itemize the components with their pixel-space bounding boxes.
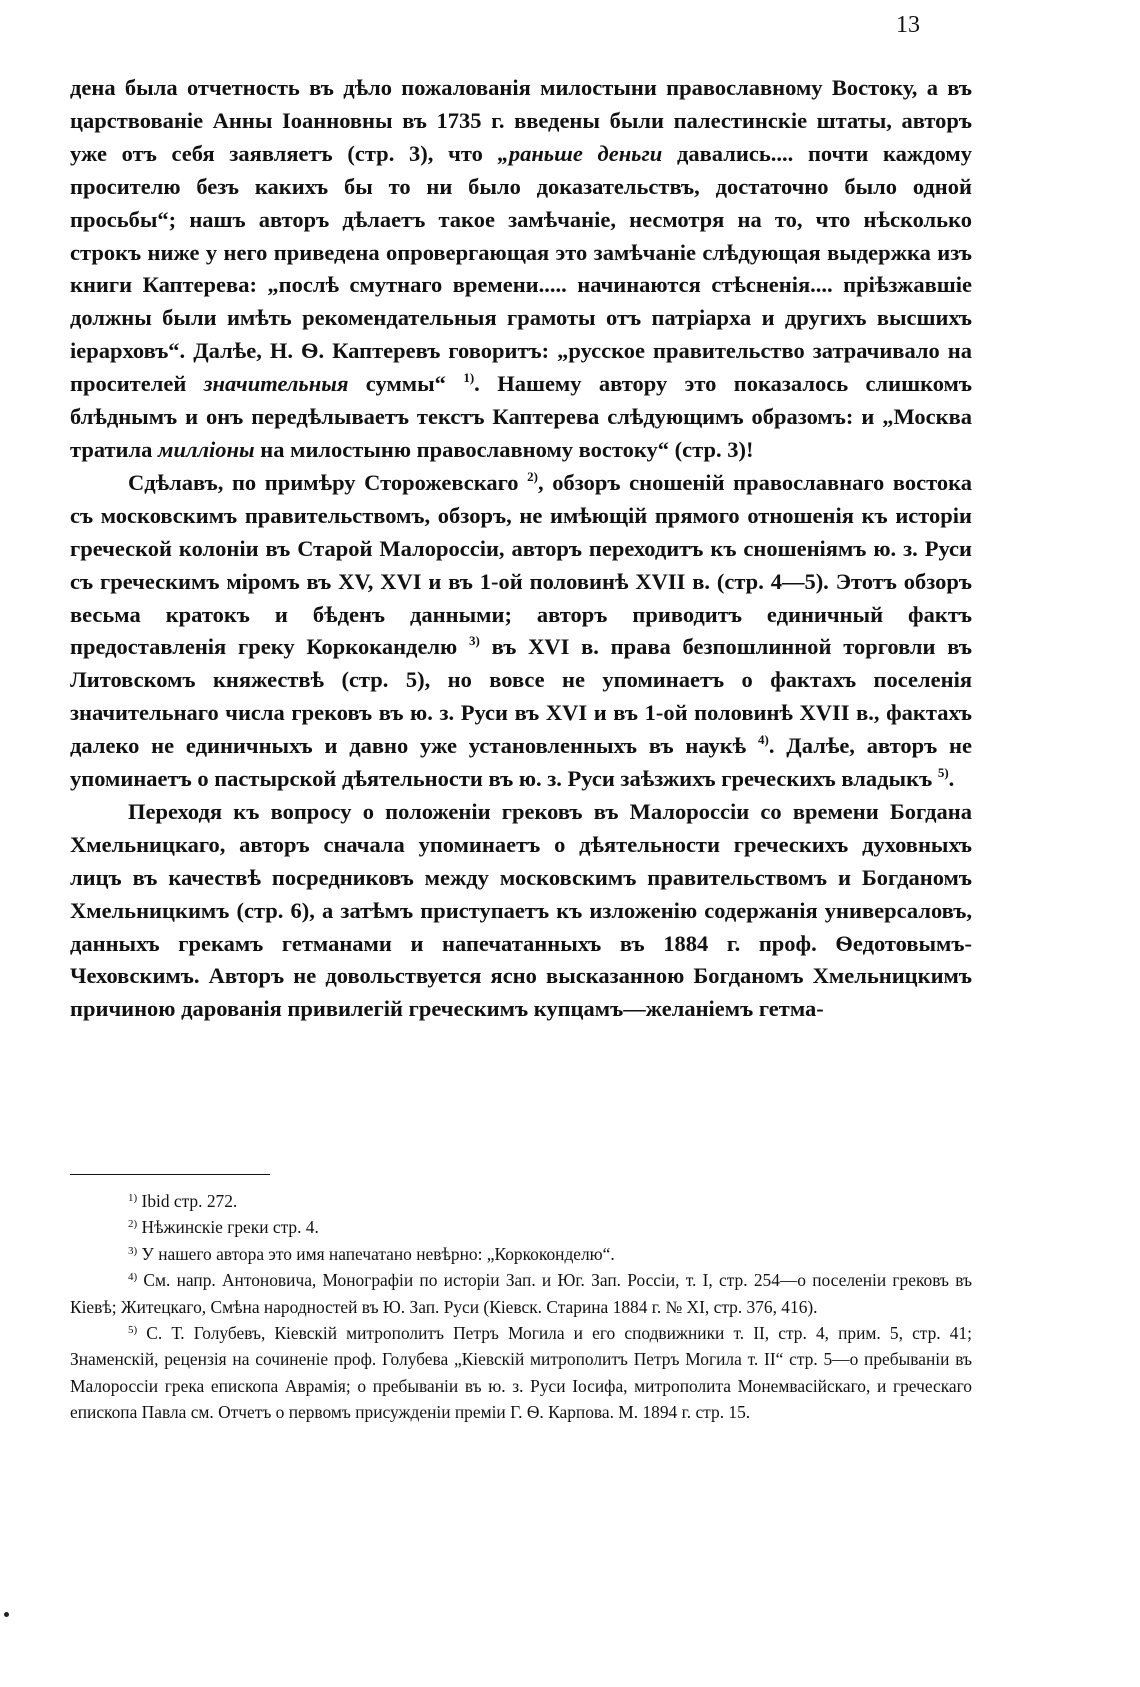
footnote-ref: 3) <box>469 633 480 649</box>
footnote-ref: 5) <box>937 765 949 781</box>
italic-phrase: „раньше деньги <box>497 140 663 166</box>
footnotes <box>70 1188 972 1426</box>
footnote: $^{5)}$ С. Т. Голубевъ, Кіевскій митрополитъ Петръ Могила и его сподвижники т. II, стр. 4, прим. 5, стр. 41; Знаменскій, рецензія на сочиненіе проф. Голубева „Кіевскій митрополитъ Петръ Могила т. II“ стр. 5—о пребываніи въ Малороссіи грека епископа Аврамія; о пребываніи въ ю. з. Руси Іосифа, митрополита Монемвасійскаго, и греческаго епископа Павла см. Отчетъ о первомъ присужденіи преміи Г. Ѳ. Карпова. М. 1894 г. стр. 15. <box>70 1323 972 1423</box>
footnote: $^{3)}$ У нашего автора это имя напечатано невѣрно: „Коркоконделю“. <box>128 1243 615 1264</box>
footnote: $^{1)}$ Ibid стр. 272. <box>128 1191 238 1211</box>
footnote-ref: 4) <box>757 732 769 748</box>
paragraph: Сдѣлавъ, по примѣру Сторожевскаго $^{2)}$, обзоръ сношеній православнаго востока съ московскимъ правительствомъ, обзоръ, не имѣющій прямого отношенія къ исторіи греческой колоніи въ Старой Малороссіи, авторъ переходитъ къ сношеніямъ ю. з. Руси съ греческимъ міромъ въ XV, XVI и въ 1-ой половинѣ XVII в. (стр. 4—5). Этотъ обзоръ весьма кратокъ и бѣденъ данными; авторъ приводитъ единичный фактъ предоставленія греку Коркоканделю $^{3)}$ въ XVI в. права безпошлинной торговли въ Литовскомъ княжествѣ (стр. 5), но вовсе не упоминаетъ о фактахъ поселенія значительнаго числа грековъ въ ю. з. Руси въ XVI и въ 1-ой половинѣ XVII в., фактахъ далеко не единичныхъ и давно уже установленныхъ въ наукѣ $^{4)}$. Далѣе, авторъ не упоминаетъ о пастырской дѣятельности въ ю. з. Руси заѣзжихъ греческихъ владыкъ $^{5)}$. <box>70 468 972 792</box>
footnote-mark: 2) <box>128 1218 138 1231</box>
footnote-mark: 1) <box>128 1192 138 1204</box>
footnote-divider <box>70 1174 270 1175</box>
italic-phrase: значительныя <box>203 371 349 397</box>
main-text <box>70 72 972 1026</box>
footnote-mark: 3) <box>128 1244 138 1257</box>
paragraph: дена была отчетность въ дѣло пожалованія милостыни православному Востоку, а въ царствованіе Анны Іоанновны въ 1735 г. введены были палестинскіе штаты, авторъ уже отъ себя заявляетъ (стр. 3), что „раньше деньги давались.... почти каждому просителю безъ какихъ бы то ни было доказательствъ, достаточно было одной просьбы“; нашъ авторъ дѣлаетъ такое замѣчаніе, несмотря на то, что нѣсколько строкъ ниже у него приведена опровергающая это замѣчаніе слѣдующая выдержка изъ книги Каптерева: „послѣ смутнаго времени..... начинаются стѣсненія.... пріѣзжавшіе должны были имѣть рекомендательныя грамоты отъ патріарха и другихъ высшихъ іерарховъ“. Далѣе, Н. Ѳ. Каптеревъ говоритъ: „русское правительство затрачивало на просителей значительныя суммы“ $^{1)}$. Нашему автору это показалось слишкомъ блѣднымъ и онъ передѣлываетъ текстъ Каптерева слѣдующимъ образомъ: и „Москва тратила милліоны на милостыню православному востоку“ (стр. 3)! <box>70 75 972 462</box>
footnote: $^{2)}$ Нѣжинскіе греки стр. 4. <box>128 1217 319 1238</box>
scan-speck <box>4 1612 9 1617</box>
footnote-ref: 2) <box>527 468 538 484</box>
footnote-mark: 5) <box>128 1324 138 1337</box>
paragraph: Переходя къ вопросу о положеніи грековъ въ Малороссіи со времени Богдана Хмельницкаго, авторъ сначала упоминаетъ о дѣятельности греческихъ духовныхъ лицъ въ качествѣ посредниковъ между московскимъ правительствомъ и Богданомъ Хмельницкимъ (стр. 6), а затѣмъ приступаетъ къ изложенію содержанія универсаловъ, данныхъ грекамъ гетманами и напечатанныхъ въ 1884 г. проф. Ѳедотовымъ-Чеховскимъ. Авторъ не довольствуется ясно высказанною Богданомъ Хмельницкимъ причиною дарованія привилегій греческимъ купцамъ—желаніемъ гетма- <box>70 798 972 1022</box>
footnote-ref: 1) <box>463 370 475 386</box>
italic-phrase: милліоны <box>158 436 255 462</box>
page-number: 13 <box>896 12 920 38</box>
footnote: $^{4)}$ См. напр. Антоновича, Монографіи по исторіи Зап. и Юг. Зап. Россіи, т. I, стр. 254—о поселеніи грековъ въ Кіевѣ; Житецкаго, Смѣна народностей въ Ю. Зап. Руси (Кіевск. Старина 1884 г. № XI, стр. 376, 416). <box>70 1270 972 1317</box>
footnote-mark: 4) <box>128 1271 138 1284</box>
